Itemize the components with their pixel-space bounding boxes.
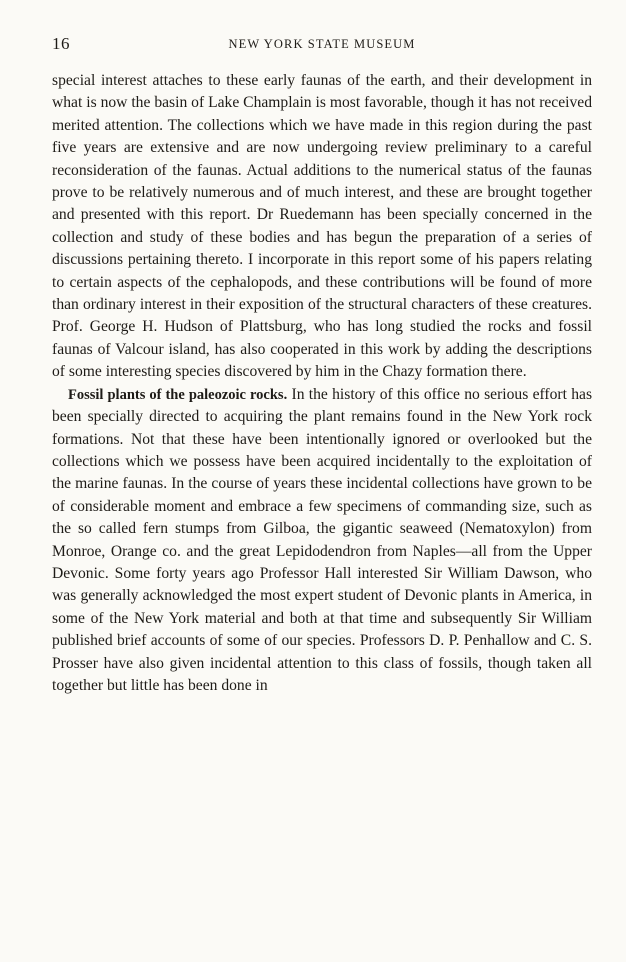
page-header [52, 34, 592, 58]
running-title: NEW YORK STATE MUSEUM [228, 37, 416, 51]
paragraph-text: special interest attaches to these early faunas of the earth, and their development in what is now the basin of Lake Champlain is most favorable, though it has not received merited attention. The collections which we have made in this region during the past five years are extensive and are now undergoing review preliminary to a careful reconsideration of the faunas. Actual additions to the numerical status of the faunas prove to be relatively numerous and of much interest, and these are brought together and presented with this report. Dr Ruedemann has been specially concerned in the collection and study of these bodies and has begun the preparation of a series of discussions pertaining thereto. I incorporate in this report some of his papers relating to certain aspects of the cephalopods, and these contributions will be found of more than ordinary interest in their exposition of the structural characters of these creatures. Prof. George H. Hudson of Plattsburg, who has long studied the rocks and fossil faunas of Valcour island, has also cooperated in this work by adding the descriptions of some interesting species discovered by him in the Chazy formation there. [52, 72, 592, 381]
section-heading: Fossil plants of the paleozoic rocks. [68, 386, 288, 403]
paragraph-text: In the history of this office no serious effort has been specially directed to acquiring the plant remains found in the New York rock formations. Not that these have been intentionally ignored or overlooked but the collections which we possess have been acquired incidentally to the exploitation of the marine faunas. In the course of years these incidental collections have grown to be of considerable moment and embrace a few specimens of commanding size, such as the so called fern stumps from Gilboa, the gigantic seaweed (Nematoxylon) from Monroe, Orange co. and the great Lepidodendron from Naples—all from the Upper Devonic. Some forty years ago Professor Hall interested Sir William Dawson, who was generally acknowledged the most expert student of Devonic plants in America, in some of the New York material and both at that time and subsequently Sir William published brief accounts of some of our species. Professors D. P. Penhallow and C. S. Prosser have also given incidental attention to this class of fossils, though taken all together but little has been done in [52, 385, 593, 694]
body-text [52, 70, 592, 697]
paragraph-fossil-plants [52, 384, 592, 698]
page-number: 16 [52, 34, 70, 53]
paragraph-fauna-collections [52, 70, 592, 384]
